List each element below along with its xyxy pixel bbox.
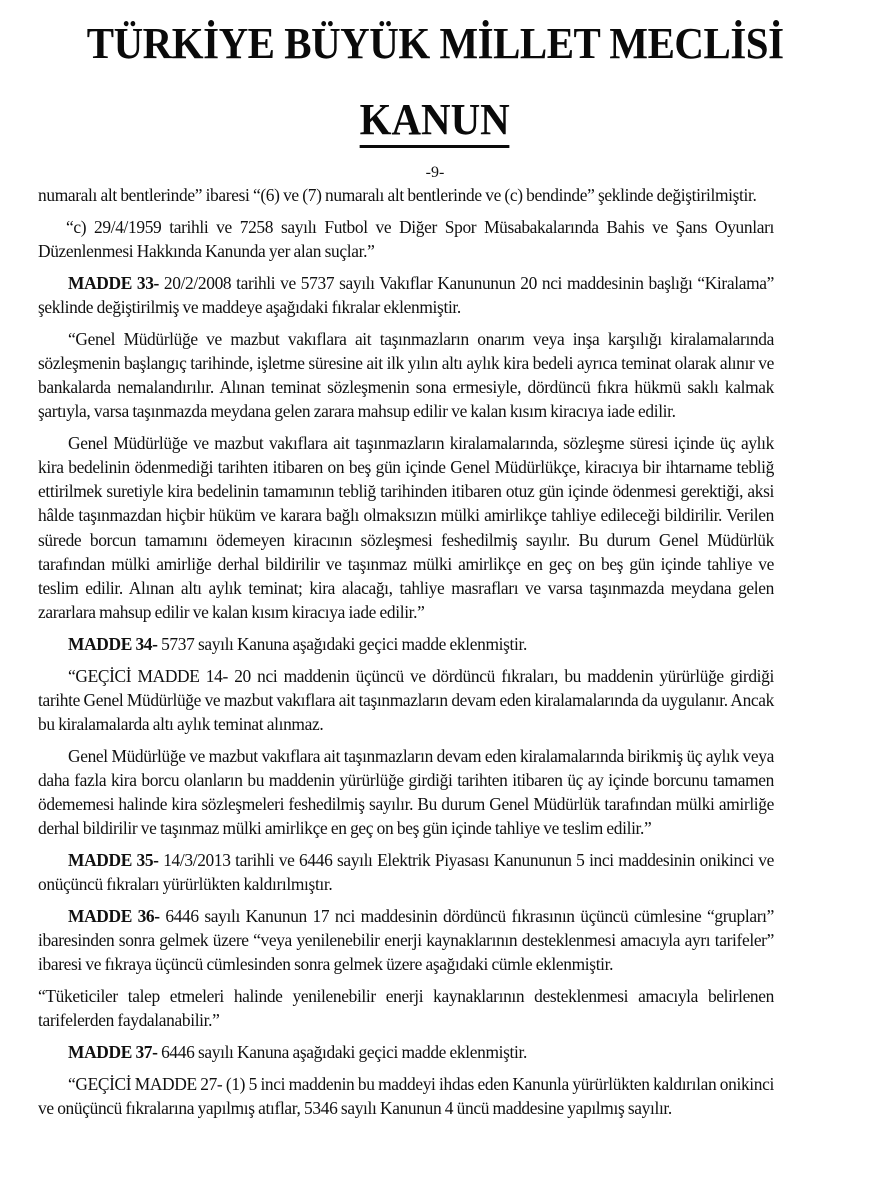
article-label: MADDE 37-	[68, 1042, 158, 1062]
article-label: MADDE 34-	[68, 633, 158, 654]
paragraph-temporary-article-27	[38, 1072, 774, 1120]
institution-title: TÜRKİYE BÜYÜK MİLLET MECLİSİ	[86, 19, 784, 68]
paragraph-text: 6446 sayılı Kanunun 17 nci maddesinin dördüncü fıkrasının üçüncü cümlesine “grupları” ibaresinden sonra gelmek üzere “veya yenilenebilir enerji kaynaklarının desteklenmesi amacıyla ayrı tarifeler” ibaresi ve fıkraya üçüncü cümlesinden sonra gelmek üzere aşağıdaki cümle eklenmiştir.	[38, 905, 775, 975]
paragraph-text: “Genel Müdürlüğe ve mazbut vakıflara ait taşınmazların onarım veya inşa karşılığı kiralamalarında sözleşmenin başlangıç tarihinde, işletme süresine ait ilk yılın altı aylık kira bedeli ayrıca teminat olarak alınır ve bankalarda nemalandırılır. Alınan teminat sözleşmenin sona ermesiyle, dördüncü fıkra hükmü saklı kalmak şartıyla, varsa taşınmazda meydana gelen zarara mahsup edilir ve kalan kısım kiracıya iade edilir.	[38, 328, 774, 422]
article-37	[38, 1040, 774, 1064]
paragraph-quoted-clause-c	[38, 215, 774, 263]
article-35	[38, 848, 774, 896]
paragraph-text: 20/2/2008 tarihli ve 5737 sayılı Vakıflar Kanununun 20 nci maddesinin başlığı “Kiralama” şeklinde değiştirilmiş ve maddeye aşağıdaki fıkralar eklenmiştir.	[38, 272, 774, 317]
paragraph-text: “GEÇİCİ MADDE 14- 20 nci maddenin üçüncü ve dördüncü fıkraları, bu maddenin yürürlüğe girdiği tarihte Genel Müdürlüğe ve mazbut vakıflara ait taşınmazların devam eden kiralamalarında da uygulanır. Ancak bu kiralamalarda altı aylık teminat alınmaz.	[38, 665, 774, 735]
paragraph-text: 6446 sayılı Kanuna aşağıdaki geçici madde eklenmiştir.	[157, 1042, 527, 1062]
paragraph-text: “c) 29/4/1959 tarihli ve 7258 sayılı Futbol ve Diğer Spor Müsabakalarında Bahis ve Şans Oyunları Düzenlenmesi Hakkında Kanunda yer alan suçlar.”	[38, 216, 774, 261]
article-33	[38, 271, 774, 319]
paragraph-text: 14/3/2013 tarihli ve 6446 sayılı Elektrik Piyasası Kanununun 5 inci maddesinin onikinci ve onüçüncü fıkraları yürürlükten kaldırılmıştır.	[38, 850, 774, 895]
article-label: MADDE 35-	[68, 850, 159, 871]
paragraph-continuation	[38, 183, 774, 207]
paragraph-lease-eviction	[38, 431, 774, 625]
paragraph-text: “GEÇİCİ MADDE 27- (1) 5 inci maddenin bu maddeyi ihdas eden Kanunla yürürlükten kaldırılan onikinci ve onüçüncü fıkralarına yapılmış atıflar, 5346 sayılı Kanunun 4 üncü maddesine yapılmış sayılır.	[38, 1073, 774, 1118]
paragraph-text: Genel Müdürlüğe ve mazbut vakıflara ait taşınmazların kiralamalarında, sözleşme süresi içinde üç aylık kira bedelinin ödenmediği tarihten itibaren on beş gün içinde Genel Müdürlükçe, kiracıya bir ihtarname tebliğ ettirilmek suretiyle kira bedelinin tamamının tebliğ tarihinden itibaren otuz gün içinde ödenmesi gerektiği, aksi hâlde taşınmazdan hiçbir hüküm ve karara bağlı olmaksızın mülki amirlikçe tahliye edileceği bildirilir. Verilen sürede borcun tamamını ödemeyen kiracının sözleşmesi feshedilmiş sayılır. Bu durum Genel Müdürlük tarafından mülki amirliğe derhal bildirilir ve taşınmaz mülki amirlikçe en geç on beş gün içinde tahliye ve teslim edilir. Alınan altı aylık teminat; kira alacağı, tahliye masrafları ve varsa taşınmazda meydana gelen zararlara mahsup edilir ve kalan kısım kiracıya iade edilir.”	[38, 432, 774, 623]
document-type-heading	[0, 96, 870, 148]
article-label: MADDE 36-	[68, 905, 160, 926]
paragraph-text: Genel Müdürlüğe ve mazbut vakıflara ait taşınmazların devam eden kiralamalarında birikmiş üç aylık veya daha fazla kira borcu olanların bu maddenin yürürlüğe girdiği tarihten itibaren üç ay içinde borcunu tamamen ödememesi halinde kira sözleşmeleri feshedilmiş sayılır. Bu durum Genel Müdürlük tarafından mülki amirliğe derhal bildirilir ve taşınmaz mülki amirlikçe en geç on beş gün içinde tahliye ve teslim edilir.”	[38, 745, 774, 839]
paragraph-text: numaralı alt bentlerinde” ibaresi “(6) ve (7) numaralı alt bentlerinde ve (c) bendinde” şeklinde değiştirilmiştir.	[38, 185, 757, 205]
document-type-label: KANUN	[360, 96, 510, 148]
paragraph-text: 5737 sayılı Kanuna aşağıdaki geçici madde eklenmiştir.	[157, 633, 527, 654]
page-number: -9-	[425, 164, 445, 181]
paragraph-text: “Tüketiciler talep etmeleri halinde yenilenebilir enerji kaynaklarının desteklenmesi amacıyla belirlenen tarifelerden faydalanabilir.”	[38, 986, 774, 1031]
paragraph-temporary-article-14	[38, 664, 774, 737]
article-36	[38, 904, 774, 977]
law-body	[38, 183, 774, 1128]
article-label: MADDE 33-	[68, 272, 159, 293]
article-34	[38, 632, 774, 656]
paragraph-accumulated-debt	[38, 744, 774, 841]
paragraph-quoted-consumers	[38, 984, 774, 1032]
paragraph-quoted-lease-guarantee	[38, 327, 774, 424]
